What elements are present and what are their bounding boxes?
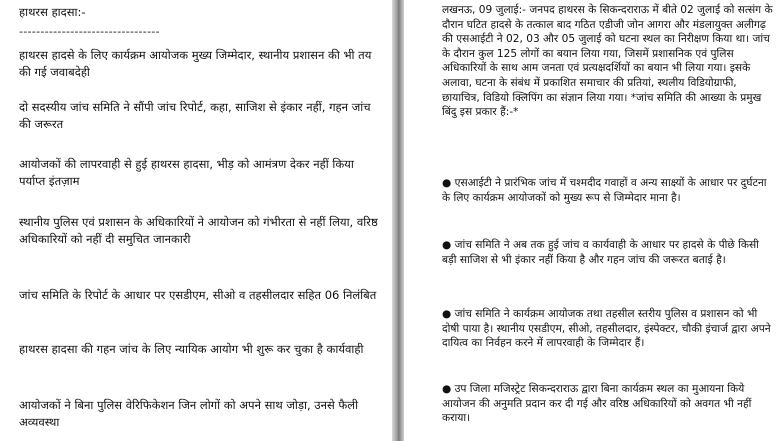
document-title: हाथरस हादसा:- [19, 5, 86, 19]
finding-point-2: ● जांच समिति ने अब तक हुई जांच व कार्यवाही के आधार पर हादसे के पीछे किसी बड़ी साजिश से भी इंकार नहीं किया है और गहन जांच की जरूरत बताई है। [442, 239, 759, 266]
finding-point-1: ● एसआईटी ने प्रारंभिक जांच में चश्मदीद गवाहों व अन्य साक्ष्यों के आधार पर दुर्घटना के लिए कार्यक्रम आयोजकों को मुख्य रूप से जिम्मेदार माना है। [442, 177, 767, 204]
page-gutter [392, 0, 404, 441]
press-release-intro: लखनऊ, 09 जुलाई:- जनपद हाथरस के सिकन्दराराऊ में बीते 02 जुलाई को सत्संग के दौरान घटित हादसे के तत्काल बाद गठित एडीजी जोन आगरा और मंडलायुक्त अलीगढ़ की एसआईटी ने 02, 03 और 05 जुलाई को घटना स्थल का निरीक्षण किया था। जांच के दौरान कुल 125 लोगों का बयान लिया गया, जिसमें प्रशासनिक एवं पुलिस अधिकारियों के साथ आम जनता एवं प्रत्यक्षदर्शियों का बयान भी लिया गया। इसके अलावा, घटना के संबंध में प्रकाशित समाचार की प्रतियां, स्थलीय विडियोग्राफी, छायाचित्र, विडियो क्लिपिंग का संज्ञान लिया गया। *जांच समिति की आख्या के प्रमुख बिंदु इस प्रकार हैं:-* [442, 4, 773, 119]
headline-item-4: स्थानीय पुलिस एवं प्रशासन के अधिकारियों ने आयोजन को गंभीरता से नहीं लिया, वरिष्ठ अधिकारियों को नहीं दी समुचित जानकारी [19, 215, 378, 246]
headline-item-7: आयोजकों ने बिना पुलिस वेरिफिकेशन जिन लोगों को अपने साथ जोड़ा, उनसे फैली अव्यवस्था [19, 398, 359, 429]
right-document-page [404, 0, 784, 441]
finding-point-3: ● जांच समिति ने कार्यक्रम आयोजक तथा तहसील स्तरीय पुलिस व प्रशासन को भी दोषी पाया है। स्थानीय एसडीएम, सीओ, तहसीलदार, इंस्पेक्टर, चौकी इंचार्ज द्वारा अपने दायित्व का निर्वहन करने में लापरवाही के जिम्मेदार हैं। [442, 308, 771, 350]
headline-item-1: हाथरस हादसे के लिए कार्यक्रम आयोजक मुख्य जिम्मेदार, स्थानीय प्रशासन की भी तय की गई जवाबदेही [19, 48, 372, 79]
title-separator: --------------------------------- [19, 26, 160, 38]
headline-item-3: आयोजकों की लापरवाही से हुई हाथरस हादसा, भीड़ को आमंत्रण देकर नहीं किया पर्याप्त इंतज़ाम [19, 157, 354, 188]
headline-item-5: जांच समिति के रिपोर्ट के आधार पर एसडीएम, सीओ व तहसीलदार सहित 06 निलंबित [19, 288, 377, 302]
headline-item-2: दो सदस्यीय जांच समिति ने सौंपी जांच रिपोर्ट, कहा, साजिश से इंकार नहीं, गहन जांच की जरूरत [19, 100, 371, 131]
finding-point-4: ● उप जिला मजिस्ट्रेट सिकन्दराराऊ द्वारा बिना कार्यक्रम स्थल का मुआयना किये आयोजन की अनुमति प्रदान कर दी गई और वरिष्ठ अधिकारियों को अवगत भी नहीं कराया। [442, 383, 752, 425]
headline-item-6: हाथरस हादसा की गहन जांच के लिए न्यायिक आयोग भी शुरू कर चुका है कार्यवाही [19, 342, 364, 356]
